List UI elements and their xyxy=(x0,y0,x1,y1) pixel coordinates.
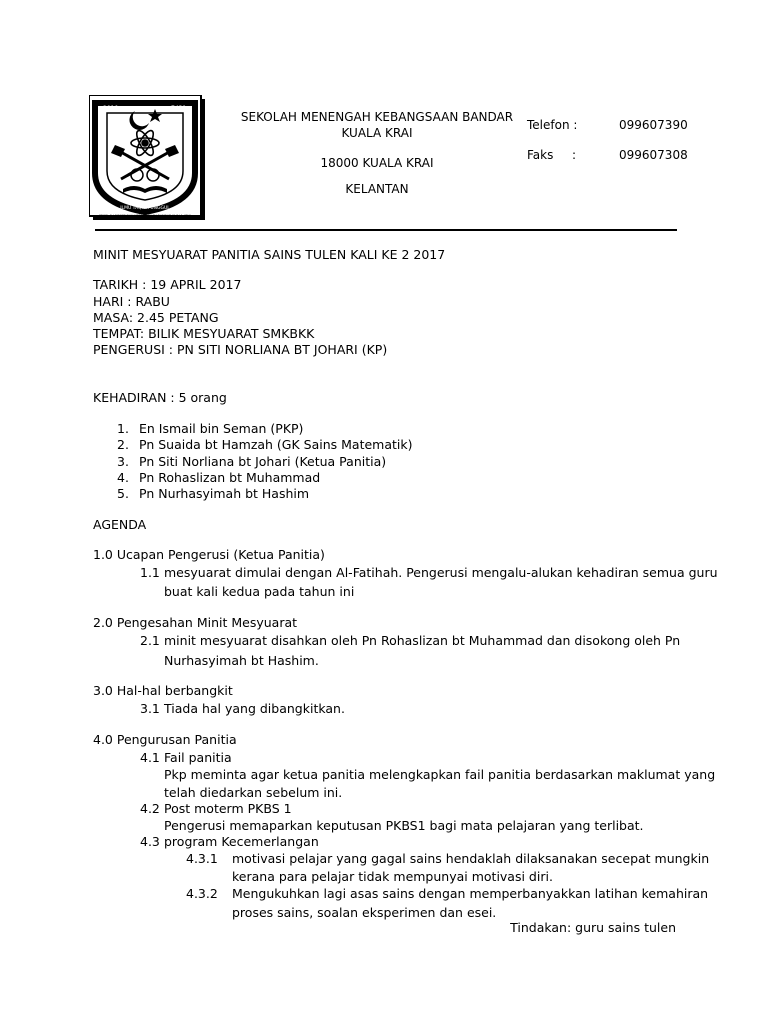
attendee-number: 5. xyxy=(117,486,129,501)
school-postcode-city: 18000 KUALA KRAI xyxy=(320,156,434,170)
section-heading: 2.0 Pengesahan Minit Mesyuarat xyxy=(93,615,298,630)
item-text: Nurhasyimah bt Hashim. xyxy=(164,653,319,668)
svg-text:ILMU TAQWA UNGGUL: ILMU TAQWA UNGGUL xyxy=(120,206,170,211)
item-text: mesyuarat dimulai dengan Al-Fatihah. Pengerusi mengalu-alukan kehadiran semua guru xyxy=(164,565,718,580)
item-text: telah diedarkan sebelum ini. xyxy=(164,785,343,800)
detail-day: HARI : RABU xyxy=(93,294,170,309)
attendee-number: 3. xyxy=(117,454,129,469)
phone-value: 099607390 xyxy=(619,118,688,132)
subitem-text: kerana para pelajar tidak mempunyai motivasi diri. xyxy=(232,869,553,884)
svg-text:7431: 7431 xyxy=(171,105,187,112)
subitem-text: motivasi pelajar yang gagal sains hendaklah dilaksanakan secepat mungkin xyxy=(232,851,710,866)
item-number: 3.1 xyxy=(140,701,160,716)
subitem-text: Mengukuhkan lagi asas sains dengan memperbanyakkan latihan kemahiran xyxy=(232,886,709,901)
svg-text:2010: 2010 xyxy=(103,105,119,112)
detail-chairperson: PENGERUSI : PN SITI NORLIANA BT JOHARI (KP) xyxy=(93,342,388,357)
attendance-heading: KEHADIRAN : 5 orang xyxy=(93,390,227,405)
item-title: Fail panitia xyxy=(164,750,232,765)
attendee-name: Pn Siti Norliana bt Johari (Ketua Panitia) xyxy=(139,454,387,469)
attendee-name: Pn Nurhasyimah bt Hashim xyxy=(139,486,310,501)
school-name-line-1: SEKOLAH MENENGAH KEBANGSAAN BANDAR xyxy=(240,110,514,124)
phone-label: Telefon : xyxy=(527,118,578,132)
section-heading: 4.0 Pengurusan Panitia xyxy=(93,732,237,747)
fax-colon: : xyxy=(572,148,577,162)
attendee-name: Pn Rohaslizan bt Muhammad xyxy=(139,470,321,485)
fax-label: Faks xyxy=(527,148,554,162)
school-crest-logo xyxy=(89,95,206,221)
item-title: Post moterm PKBS 1 xyxy=(164,801,292,816)
attendee-name: Pn Suaida bt Hamzah (GK Sains Matematik) xyxy=(139,437,413,452)
fax-value: 099607308 xyxy=(619,148,688,162)
svg-text:SEKOLAH MENENGAH KEBANGSAAN BA: SEKOLAH MENENGAH KEBANGSAAN BANDAR KUALA KRAI xyxy=(98,214,192,218)
item-text: Pkp meminta agar ketua panitia melengkapkan fail panitia berdasarkan maklumat yang xyxy=(164,767,716,782)
school-name-line-2: KUALA KRAI xyxy=(341,126,413,140)
detail-date: TARIKH : 19 APRIL 2017 xyxy=(93,277,242,292)
subitem-text: proses sains, soalan eksperimen dan esei. xyxy=(232,905,497,920)
agenda-heading: AGENDA xyxy=(93,517,147,532)
attendee-number: 2. xyxy=(117,437,129,452)
document-title: MINIT MESYUARAT PANITIA SAINS TULEN KALI KE 2 2017 xyxy=(93,247,446,262)
detail-time: MASA: 2.45 PETANG xyxy=(93,310,219,325)
attendee-number: 4. xyxy=(117,470,129,485)
item-number: 2.1 xyxy=(140,633,160,648)
action-note: Tindakan: guru sains tulen xyxy=(510,920,676,935)
item-title: program Kecemerlangan xyxy=(164,834,319,849)
item-text: buat kali kedua pada tahun ini xyxy=(164,584,355,599)
subitem-number: 4.3.1 xyxy=(186,851,218,866)
item-number: 1.1 xyxy=(140,565,160,580)
attendee-name: En Ismail bin Seman (PKP) xyxy=(139,421,304,436)
subitem-number: 4.3.2 xyxy=(186,886,218,901)
detail-venue: TEMPAT: BILIK MESYUARAT SMKBKK xyxy=(93,326,315,341)
item-number: 4.1 xyxy=(140,750,160,765)
item-text: minit mesyuarat disahkan oleh Pn Rohaslizan bt Muhammad dan disokong oleh Pn xyxy=(164,633,681,648)
school-state: KELANTAN xyxy=(345,182,409,196)
section-heading: 3.0 Hal-hal berbangkit xyxy=(93,683,233,698)
header-divider xyxy=(95,229,677,231)
section-heading: 1.0 Ucapan Pengerusi (Ketua Panitia) xyxy=(93,547,325,562)
item-text: Tiada hal yang dibangkitkan. xyxy=(164,701,345,716)
item-text: Pengerusi memaparkan keputusan PKBS1 bagi mata pelajaran yang terlibat. xyxy=(164,818,644,833)
attendee-number: 1. xyxy=(117,421,129,436)
item-number: 4.2 xyxy=(140,801,160,816)
item-number: 4.3 xyxy=(140,834,160,849)
